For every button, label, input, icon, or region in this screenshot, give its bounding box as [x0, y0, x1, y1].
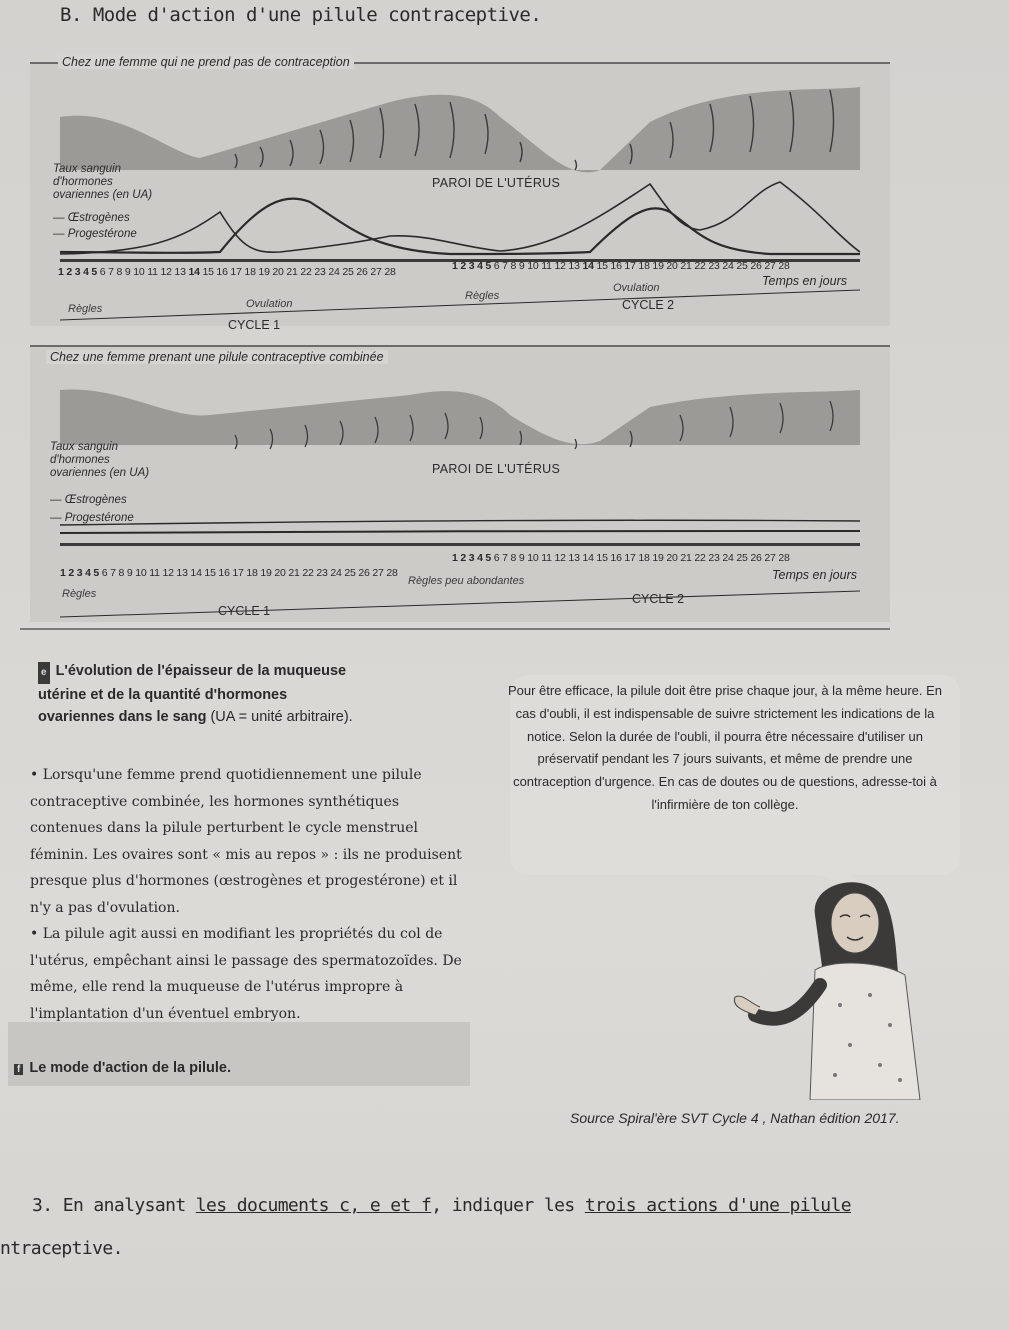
panel2-axis	[60, 543, 860, 546]
panel-divider	[20, 628, 890, 630]
panel1-day14: 14	[188, 266, 200, 278]
caption-f	[14, 1060, 231, 1076]
face	[831, 893, 879, 953]
panel2-cycle2-days-marked: 1 2 3 4 5	[452, 552, 492, 564]
panel1-ovulation2: Ovulation	[613, 282, 660, 294]
caption-e-line3: ovariennes dans le sang	[38, 709, 207, 725]
panel1-cycle1-days: 6 7 8 9 10 11 12 13	[99, 266, 186, 278]
caption-e	[38, 660, 353, 728]
caption-f-badge: f	[14, 1064, 23, 1075]
explanation-text	[30, 762, 470, 1027]
panel1-days-row	[58, 266, 396, 278]
panel2-cycle1-days: 6 7 8 9 10 11 12 13 14 15 16 17 18 19 20 21 22 23 24 25 26 27 28	[101, 567, 398, 579]
question-part3: , indiquer les	[431, 1195, 585, 1216]
panel2-estrogen-curve	[60, 520, 860, 525]
nurse-illustration	[720, 875, 970, 1100]
caption-e-line1: L'évolution de l'épaisseur de la muqueuse	[55, 663, 347, 679]
panel2-legend-estrogen: — Œstrogènes	[50, 494, 127, 506]
question-part2: les documents c, e et f	[195, 1195, 432, 1216]
panel1-label: Chez une femme qui ne prend pas de contraception	[58, 55, 354, 69]
panel1-progesterone-curve	[60, 199, 860, 254]
panel1-yaxis-label	[53, 163, 152, 202]
panel1-cycle1-label: CYCLE 1	[228, 318, 281, 332]
panel1-ovulation1: Ovulation	[246, 298, 293, 310]
caption-f-background	[8, 1022, 470, 1086]
panel2-progesterone-curve	[60, 531, 860, 533]
panel1-cycle2-days: 6 7 8 9 10 11 12 13	[493, 260, 580, 272]
panel2-cycle-arrow	[60, 591, 860, 617]
hand	[734, 996, 760, 1015]
panel2-paroi-label: PAROI DE L'UTÉRUS	[432, 462, 561, 476]
panel2-cycle1-days-marked: 1 2 3 4 5	[60, 567, 100, 579]
source-citation: Source Spiral'ère SVT Cycle 4 , Nathan édition 2017.	[570, 1110, 900, 1126]
panel1-regles1: Règles	[68, 303, 103, 315]
panel1-uterine-lining	[60, 87, 860, 172]
caption-e-badge: e	[38, 662, 50, 684]
section-title: B. Mode d'action d'une pilule contraceptive.	[60, 4, 542, 26]
caption-e-note: (UA = unité arbitraire).	[210, 709, 353, 725]
panel2-cycle2-days: 6 7 8 9 10 11 12 13 14 15 16 17 18 19 20 21 22 23 24 25 26 27 28	[493, 552, 790, 564]
panel1-cycle2-day14: 14	[582, 260, 594, 272]
panel2-uterine-lining	[60, 390, 860, 445]
panel1-cycle-arrow	[60, 290, 860, 320]
panel2-yaxis-label	[50, 441, 149, 480]
panel1-legend-progesterone: — Progestérone	[53, 228, 137, 240]
panel1-cycle1-days-end: 15 16 17 18 19 20 21 22 23 24 25 26 27 28	[202, 266, 396, 278]
panel2-label: Chez une femme prenant une pilule contraceptive combinée	[46, 350, 388, 364]
panel1-paroi-label: PAROI DE L'UTÉRUS	[432, 176, 561, 190]
panel1-ylabel-line1: Taux sanguin	[53, 163, 121, 175]
panel1-days-row2	[452, 260, 790, 272]
panel1-ylabel-line3: ovariennes (en UA)	[53, 189, 153, 201]
panel1-cycle2-days-end: 15 16 17 18 19 20 21 22 23 24 25 26 27 28	[596, 260, 790, 272]
panel2-cycle2-label: CYCLE 2	[632, 592, 685, 606]
panel1-regles2: Règles	[465, 290, 500, 302]
caption-e-line2: utérine et de la quantité d'hormones	[38, 687, 288, 703]
panel1-cycle1-days-marked: 1 2 3 4 5	[58, 266, 98, 278]
panel2-regles2: Règles peu abondantes	[408, 575, 525, 587]
question-line2: ntraceptive.	[0, 1238, 123, 1259]
panel1-legend-estrogen: — Œstrogènes	[53, 212, 130, 224]
panel1-estrogen-curve	[60, 182, 860, 254]
panel2-ylabel-line2: d'hormones	[50, 454, 110, 466]
panel1-ylabel-line2: d'hormones	[53, 176, 113, 188]
panel1-cycle2-days-marked: 1 2 3 4 5	[452, 260, 492, 272]
arm	[755, 985, 820, 1019]
panel1-cycle2-label: CYCLE 2	[622, 298, 675, 312]
panel1-time-label: Temps en jours	[762, 274, 847, 288]
panel2-ylabel-line1: Taux sanguin	[50, 441, 118, 453]
explanation-paragraph-1: • Lorsqu'une femme prend quotidiennement une pilule contraceptive combinée, les hormones synthétiques contenues dans la pilule perturbent le cycle menstruel féminin. Les ovaires sont « mis au repos » : ils ne produisent presque plus d'hormones (œstrogènes et progestérone) et il n'y a pas d'ovulation.	[30, 767, 462, 916]
panel1-illustration	[30, 62, 890, 324]
question-part4: trois actions d'une pilule	[584, 1195, 851, 1216]
panel2-cycle1-label: CYCLE 1	[218, 604, 271, 618]
caption-f-text: Le mode d'action de la pilule.	[29, 1060, 231, 1076]
question-line1	[32, 1195, 851, 1216]
panel2-regles1: Règles	[62, 588, 97, 600]
speech-bubble-text: Pour être efficace, la pilule doit être prise chaque jour, à la même heure. En cas d'oubli, il est indispensable de suivre strictement les indications de la notice. Selon la durée de l'oubli, il pourra être nécessaire d'utiliser un préservatif pendant les 7 jours suivants, et même de prendre une contraception d'urgence. En cas de doutes ou de questions, adresse-toi à l'infirmière de ton collège.	[507, 683, 943, 812]
panel2-days-row2	[452, 552, 790, 564]
panel2-ylabel-line3: ovariennes (en UA)	[50, 467, 150, 479]
explanation-paragraph-2: • La pilule agit aussi en modifiant les propriétés du col de l'utérus, empêchant ainsi le passage des spermatozoïdes. De même, elle rend la muqueuse de l'utérus impropre à l'implantation d'un éventuel embryon.	[30, 926, 462, 1022]
panel2-days-row	[60, 567, 398, 579]
panel2-time-label: Temps en jours	[772, 568, 857, 582]
question-part1: 3. En analysant	[32, 1195, 196, 1216]
panel2-legend-progesterone: — Progestérone	[50, 512, 134, 524]
